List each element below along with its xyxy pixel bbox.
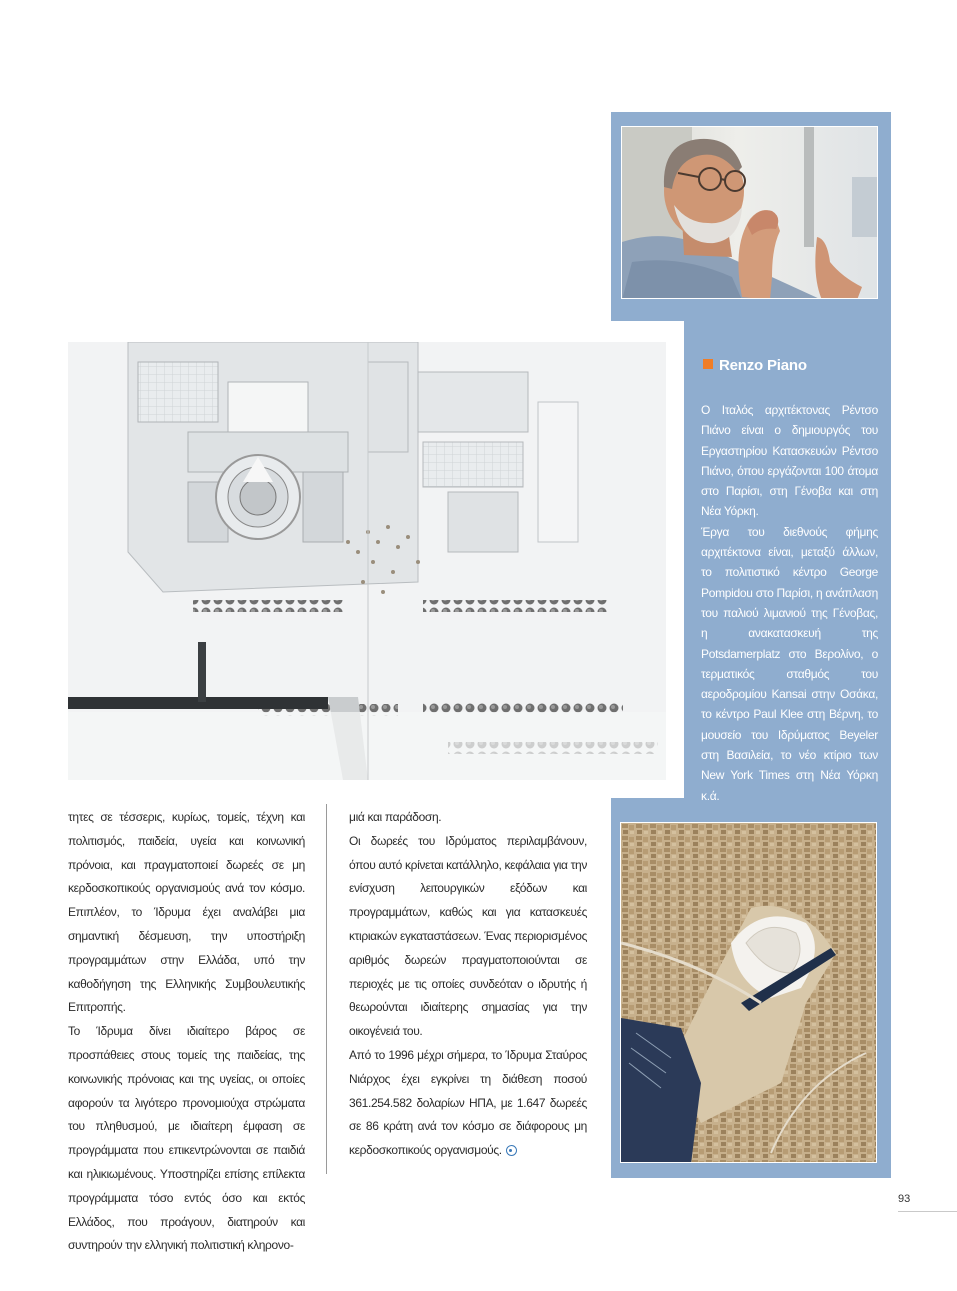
body-paragraph-text: Από το 1996 μέχρι σήμερα, το Ίδρυμα Σταύρος Νιάρχος έχει εγκρίνει τη διάθεση ποσού 361.254.582 δολαρίων ΗΠΑ, με 1.647 δωρεές σε 86 κράτη ανά τον κόσμο σε διάφορους μη κερδοσκοπικούς οργανισμούς. — [349, 1047, 587, 1158]
architect-portrait-photo — [621, 126, 878, 299]
body-paragraph-last — [349, 1044, 587, 1163]
article-end-icon — [506, 1145, 517, 1156]
site-plan-model-image — [68, 342, 666, 780]
body-paragraph: τητες σε τέσσερις, κυρίως, τομείς, τέχνη και πολιτισμός, παιδεία, υγεία και κοινωνική πρόνοια, και πραγματοποιεί δωρεές σε μη κερδοσκοπικούς οργανισμούς ανά τον κόσμο. Επιπλέον, το Ίδρυμα έχει αναλάβει μια σημαντική δέσμευση, την υποστήριξη προγραμμάτων στην Ελλάδα, υπό την καθοδήγηση της Ελληνικής Συμβουλευτικής Επιτροπής. — [68, 810, 305, 1015]
body-paragraph: Οι δωρεές του Ιδρύματος περιλαμβάνουν, όπου αυτό κρίνεται κατάλληλο, κεφάλαια για την ενίσχυση λειτουργικών εξόδων και προγραμμάτων, καθώς και για κατασκευές κτιριακών εγκαταστάσεων. Ένας περιορισμένος αριθμός δωρεών πραγματοποιούνται σε περιοχές με τις οποίες συνδεόταν ο ιδρυτής ή θεωρούνται ιδιαίτερης σημασίας για την οικογένειά του. — [349, 833, 587, 1039]
aerial-site-photo — [620, 822, 877, 1163]
sidebar-paragraph: Ο Ιταλός αρχιτέκτονας Ρέντσο Πιάνο είναι ο δημιουργός του Εργαστηρίου Κατασκευών Ρέντσο Πιάνο, όπου εργάζονται 100 άτομα στο Παρίσι, στη Γένοβα και στη Νέα Υόρκη. — [701, 403, 878, 519]
sidebar-biography — [701, 400, 878, 806]
body-column-left — [68, 806, 305, 1258]
page-number-rule — [898, 1211, 957, 1212]
sidebar-paragraph: Έργα του διεθνούς φήμης αρχιτέκτονα είναι, μεταξύ άλλων, το πολιτιστικό κέντρο George Pompidou στο Παρίσι, η ανάπλαση του παλιού λιμανιού της Γένοβας, η ανακατασκευή της Potsdamerplatz στο Βερολίνο, ο τερματικός σταθμός του αεροδρομίου Kansai στην Οσάκα, το κέντρο Paul Klee στη Βέρνη, το μουσείο του Ιδρύματος Beyeler στη Βασιλεία, το νέο κτίριο των New York Times στη Νέα Υόρκη κ.ά. — [701, 524, 878, 803]
sidebar-heading-text: Renzo Piano — [719, 357, 807, 374]
sidebar-heading — [703, 357, 807, 374]
body-column-right — [349, 806, 587, 1163]
body-paragraph: μιά και παράδοση. — [349, 810, 442, 824]
column-divider — [326, 804, 327, 1174]
body-paragraph: Το Ίδρυμα δίνει ιδιαίτερο βάρος σε προσπάθειες στους τομείς της παιδείας, της κοινωνικής πρόνοιας και της υγείας, οι οποίες αφορούν τα λιγότερο προνομιούχα στρώματα του πληθυσμού, με ιδιαίτερη έμφαση σε προγράμματα που επικεντρώνονται σε παιδιά και ηλικιωμένους. Υποστηρίζει επίσης επίλεκτα προγράμματα τόσο εντός όσο και εκτός Ελλάδος, που προάγουν, διατηρούν και συντηρούν την ελληνική πολιτιστική κληρονο- — [68, 1024, 305, 1253]
orange-square-bullet-icon — [703, 359, 713, 369]
page-number: 93 — [898, 1193, 911, 1205]
